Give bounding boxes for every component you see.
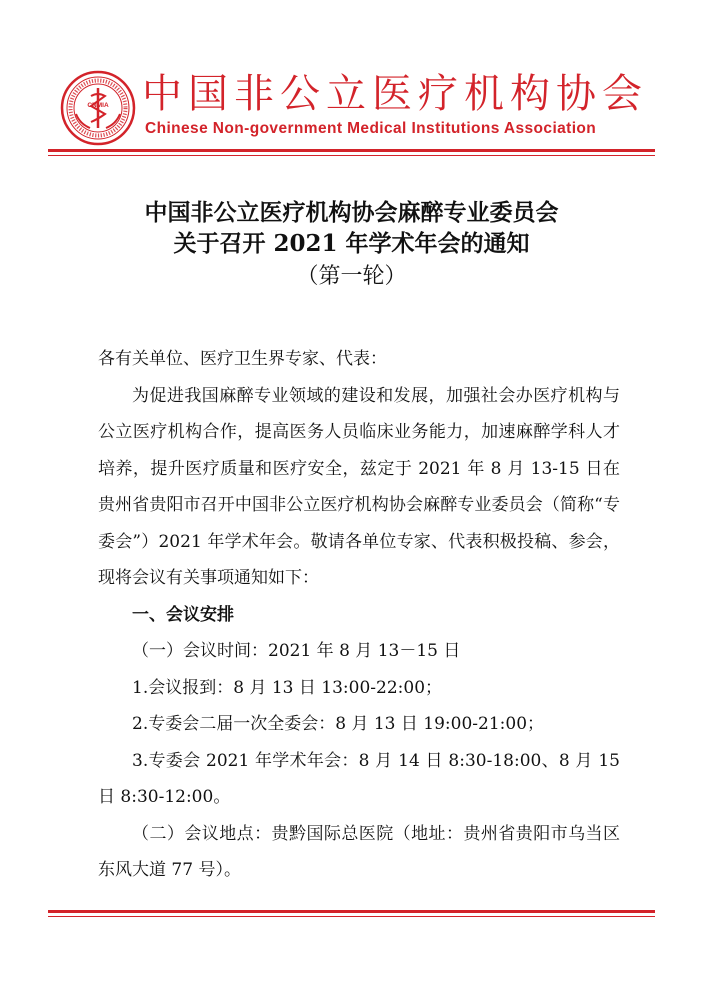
org-name-en: Chinese Non-government Medical Institutions Association (145, 120, 597, 137)
association-logo (60, 70, 136, 146)
doc-title-line3: （第一轮） (296, 264, 407, 289)
header-rule-thin (48, 155, 655, 156)
org-name-cn: 中国非公立医疗机构协会 (142, 71, 648, 117)
logo-text: CNMIA (87, 102, 109, 109)
doc-title-line2: 关于召开 2021 年学术年会的通知 (173, 230, 530, 257)
schedule-item-3: 3.专委会 2021 年学术年会：8 月 14 日 8:30-18:00、8 月 15 日 8:30-12:00。 (98, 750, 620, 807)
footer-rule-thin (48, 916, 655, 917)
footer-rule-thick (48, 910, 655, 913)
intro-paragraph: 为促进我国麻醉专业领域的建设和发展，加强社会办医疗机构与公立医疗机构合作，提高医务人员临床业务能力，加速麻醉学科人才培养，提升医疗质量和医疗安全，兹定于 2021 年 8 月 13-15 日在贵州省贵阳市召开中国非公立医疗机构协会麻醉专业委员会（简称“专委会”）2021 年学术年会。敬请各单位专家、代表积极投稿、参会，现将会议有关事项通知如下： (98, 385, 620, 588)
section-heading-arrangement: 一、会议安排 (132, 604, 234, 625)
meeting-time: （一）会议时间：2021 年 8 月 13－15 日 (132, 641, 461, 661)
doc-title-line1: 中国非公立医疗机构协会麻醉专业委员会 (144, 199, 559, 226)
schedule-item-2: 2.专委会二届一次全委会：8 月 13 日 19:00-21:00； (132, 714, 545, 734)
doc-body (98, 341, 620, 889)
salutation: 各有关单位、医疗卫生界专家、代表： (98, 349, 387, 369)
schedule-item-1: 1.会议报到：8 月 13 日 13:00-22:00； (132, 677, 443, 698)
meeting-location: （二）会议地点：贵黔国际总医院（地址：贵州省贵阳市乌当区东风大道 77 号）。 (98, 823, 620, 880)
header-rule-thick (48, 149, 655, 152)
